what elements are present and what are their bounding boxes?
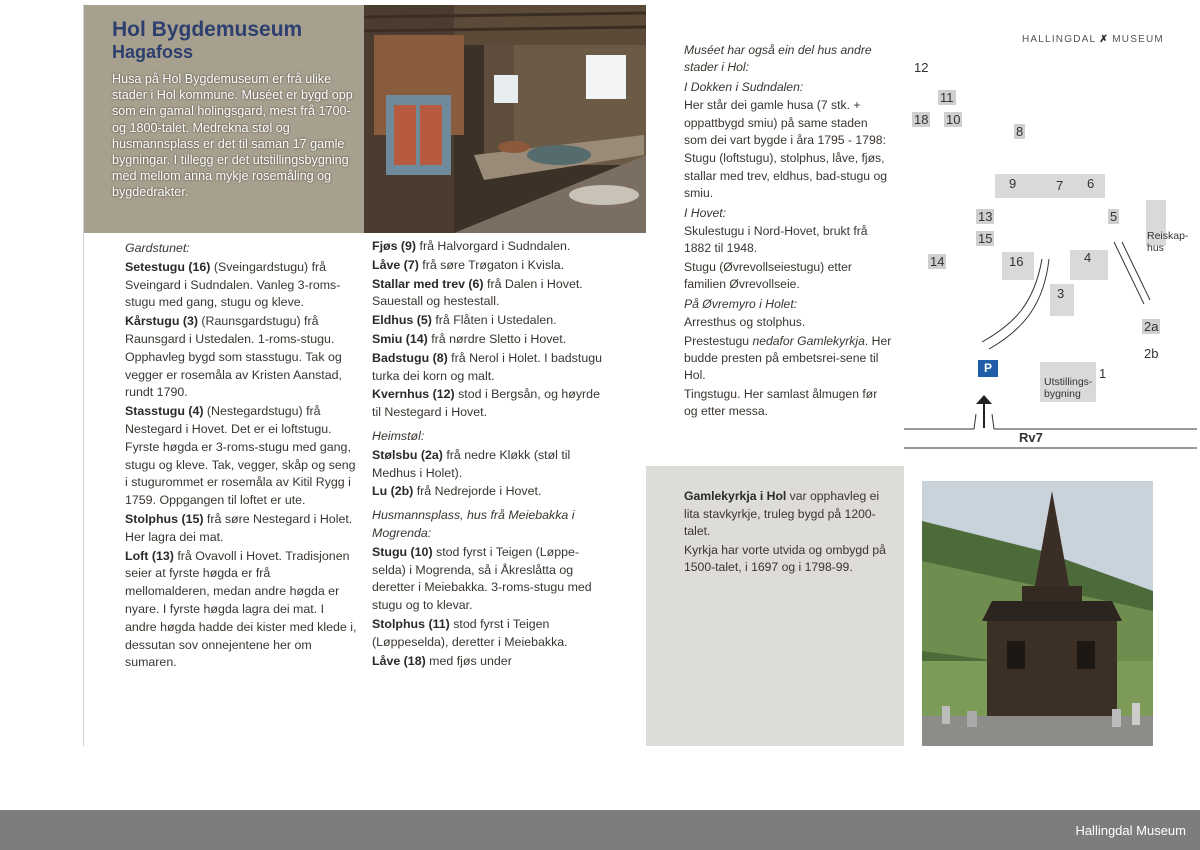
intro-text: Husa på Hol Bygdemuseum er frå ulike stader i Hol kommune. Muséet er bygd opp som ein gamal holingsgard, mest frå 1700- og 1800-talet. Medrekna støl og husmannsplass er det til saman 17 gamle bygningar. I tillegg er det utstillingsbygning med mellom anna mykje rosemåling og bygdedrakter. (112, 72, 353, 200)
column-buildings (372, 238, 612, 671)
paragraph: Stugu (loftstugu), stolphus, låve, fjøs, stallar med trev, eldhus, bad-stugu og smiu. (684, 151, 888, 201)
map-number: 16 (1009, 254, 1024, 269)
list-item: Stølsbu (2a) frå nedre Kløkk (støl til Medhus i Holet). (372, 447, 571, 480)
list-item: Smiu (14) frå nørdre Sletto i Hovet. (372, 331, 567, 346)
list-item: Setestugu (16) (Sveingardstugu) frå Sveingard i Sudndalen. Vanleg 3-roms-stugu med gang, stugu og kleve. (125, 259, 341, 310)
list-item: Stolphus (15) frå søre Nestegard i Holet. Her lagra dei mat. (125, 511, 353, 544)
paragraph: Gamlekyrkja i Hol var opphavleg ei lita stavkyrkje, truleg bygd på 1200-talet. (684, 489, 880, 539)
section-heading: I Dokken i Sudndalen: (684, 79, 804, 94)
list-item: Loft (13) frå Ovavoll i Hovet. Tradisjonen seier at fyrste høgda er frå mellomalderen, medan andre høgda er nyare. I fyrste høgda lagra dei mat. I andre høgda hadde dei kister med klede i, dessutan sov onnejentene her om sumaren. (125, 548, 357, 670)
paragraph: Her står dei gamle husa (7 stk. + oppattbygd smiu) på same staden som dei vart bygde i åra 1795 - 1798: (684, 98, 886, 148)
crossed-axes-icon: ✗ (1099, 34, 1110, 45)
paragraph: Arresthus og stolphus. (684, 315, 806, 330)
list-item: Stallar med trev (6) frå Dalen i Hovet. Sauestall og hestestall. (372, 276, 583, 309)
section-heading: Heimstøl: (372, 428, 425, 443)
reiskap-label: Reiskap-hus (1147, 230, 1189, 254)
church-photo (922, 481, 1153, 746)
paragraph: Skulestugu i Nord-Hovet, brukt frå 1882 til 1948. (684, 224, 868, 256)
list-item: Lu (2b) frå Nedrejorde i Hovet. (372, 484, 542, 499)
map-number: 7 (1056, 178, 1064, 193)
museum-map (904, 4, 1197, 464)
footer-bar (0, 810, 1200, 850)
interior-photo (364, 5, 646, 233)
paragraph: Kyrkja har vorte utvida og ombygd på 1500-talet, i 1697 og i 1798-99. (684, 542, 886, 575)
museum-title: Hol Bygdemuseum (112, 18, 303, 41)
footer-caption: Hallingdal Museum (1075, 823, 1186, 838)
road-label: Rv7 (1019, 430, 1043, 445)
intro-box (84, 5, 364, 233)
paragraph: Stugu (Øvrevollseiestugu) etter familien Øvrevollseie. (684, 259, 852, 292)
map-number: 10 (946, 112, 961, 127)
section-heading: I Hovet: (684, 205, 726, 220)
map-number: 9 (1009, 176, 1017, 191)
list-item: Låve (7) frå søre Trøgaton i Kvisla. (372, 257, 565, 272)
column-gardstunet (125, 238, 357, 673)
map-number: 1 (1099, 366, 1107, 381)
list-item: Låve (18) med fjøs under (372, 653, 512, 668)
map-number: 5 (1110, 209, 1118, 224)
section-heading: Husmannsplass, hus frå Meiebakka i Mogrenda: (372, 508, 575, 540)
list-item: Stolphus (11) stod fyrst i Teigen (Løppeselda), deretter i Meiebakka. (372, 616, 568, 649)
parking-icon: P (978, 360, 998, 377)
museum-subtitle: Hagafoss (112, 42, 194, 62)
map-number: 3 (1057, 286, 1065, 301)
list-item: Eldhus (5) frå Flåten i Ustedalen. (372, 313, 557, 328)
map-number: 11 (940, 90, 954, 105)
map-number: 2a (1144, 319, 1159, 334)
list-item: Badstugu (8) frå Nerol i Holet. I badstugu turka dei korn og malt. (372, 350, 602, 383)
hallingdal-museum-logo: HALLINGDAL ✗ MUSEUM (1022, 34, 1164, 45)
map-number: 4 (1084, 250, 1092, 265)
map-number: 15 (978, 231, 993, 246)
utstilling-label: Utstillings-bygning (1044, 376, 1093, 400)
map-number: 13 (978, 209, 993, 224)
list-item: Fjøs (9) frå Halvorgard i Sudndalen. (372, 239, 571, 253)
column-other-sites (684, 40, 892, 422)
section-heading: På Øvremyro i Holet: (684, 296, 798, 311)
map-number: 6 (1087, 176, 1095, 191)
paragraph: Prestestugu nedafor Gamlekyrkja. Her budde presten på embetsrei-sene til Hol. (684, 333, 892, 383)
section-heading: Gardstunet: (125, 241, 190, 255)
church-text (684, 488, 896, 578)
list-item: Stasstugu (4) (Nestegardstugu) frå Nestegard i Hovet. Det er ei loftstugu. Fyrste høgda er 3-roms-stugu med gang, stugu og kleve. Tak, vegger, skåp og seng i stugurommet er rosemåla av Kitil Rygg i 1759. Oppgangen til loftet er ute. (125, 404, 356, 508)
list-item: Stugu (10) stod fyrst i Teigen (Løppe-selda) i Mogrenda, så i Åkreslåtta og deretter i Meiebakka. 3-roms-stugu med stugu og to klevar. (372, 544, 592, 613)
map-number: 18 (914, 112, 929, 127)
map-number: 14 (930, 254, 945, 269)
map-number: 12 (914, 60, 929, 75)
paragraph: Tingstugu. Her samlast ålmugen før og etter messa. (684, 386, 878, 419)
section-heading: Muséet har også ein del hus andre stader i Hol: (684, 43, 872, 75)
map-number: 2b (1144, 346, 1159, 361)
list-item: Kårstugu (3) (Raunsgardstugu) frå Raunsgard i Ustedalen. 1-roms-stugu. Opphavleg bygd som stasstugu. Tak og vegger er rosemåla av Kristen Aanstad, rundt 1790. (125, 314, 342, 400)
map-number: 8 (1016, 124, 1024, 139)
list-item: Kvernhus (12) stod i Bergsån, og høyrde til Nestegard i Hovet. (372, 387, 600, 420)
